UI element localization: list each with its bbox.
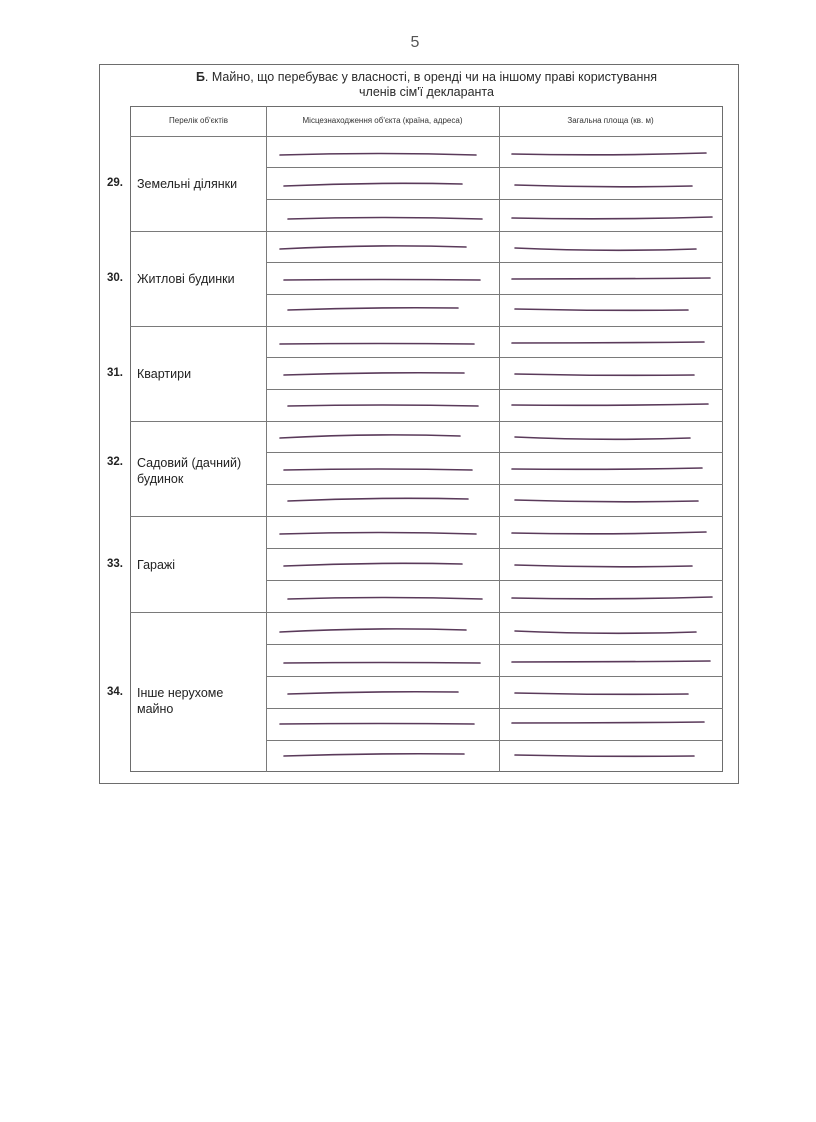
section-title-line1: . Майно, що перебуває у власності, в оренді чи на іншому праві користування <box>204 70 658 84</box>
subrow-line <box>266 262 723 263</box>
row-label-32: Садовий (дачний) будинок <box>137 456 242 486</box>
row-31-bottom-line <box>130 421 723 422</box>
subrow-line <box>266 740 723 741</box>
header-objects: Перелік об'єктів <box>169 116 228 125</box>
row-label-34: Інше нерухоме майно <box>137 686 224 716</box>
row-number-32: 32. <box>107 456 123 468</box>
subrow-line <box>266 199 723 200</box>
row-label-33: Гаражі <box>137 558 176 572</box>
row-30-bottom-line <box>130 326 723 327</box>
section-title <box>130 70 723 100</box>
property-table <box>130 106 723 772</box>
row-number-34: 34. <box>107 686 123 698</box>
subrow-line <box>266 484 723 485</box>
row-29-bottom-line <box>130 231 723 232</box>
subrow-line <box>266 580 723 581</box>
header-location: Місцезнаходження об'єкта (країна, адреса) <box>302 116 463 125</box>
row-label-29: Земельні ділянки <box>137 177 238 191</box>
row-number-30: 30. <box>107 272 123 284</box>
row-label-30: Житлові будинки <box>137 272 235 286</box>
row-number-31: 31. <box>107 367 123 379</box>
subrow-line <box>266 548 723 549</box>
row-number-33: 33. <box>107 558 123 570</box>
row-33-bottom-line <box>130 612 723 613</box>
page-number: 5 <box>410 34 420 51</box>
row-number-29: 29. <box>107 177 123 189</box>
subrow-line <box>266 676 723 677</box>
section-title-letter: Б <box>195 70 205 84</box>
row-32-bottom-line <box>130 516 723 517</box>
subrow-line <box>266 708 723 709</box>
header-area: Загальна площа (кв. м) <box>567 116 654 125</box>
column-divider-2 <box>499 106 500 772</box>
subrow-line <box>266 294 723 295</box>
section-title-line2: членів сім'ї декларанта <box>359 85 494 99</box>
header-bottom-line <box>130 136 723 137</box>
subrow-line <box>266 167 723 168</box>
subrow-line <box>266 452 723 453</box>
column-divider-1 <box>266 106 267 772</box>
subrow-line <box>266 389 723 390</box>
row-label-31: Квартири <box>137 367 192 381</box>
subrow-line <box>266 644 723 645</box>
subrow-line <box>266 357 723 358</box>
